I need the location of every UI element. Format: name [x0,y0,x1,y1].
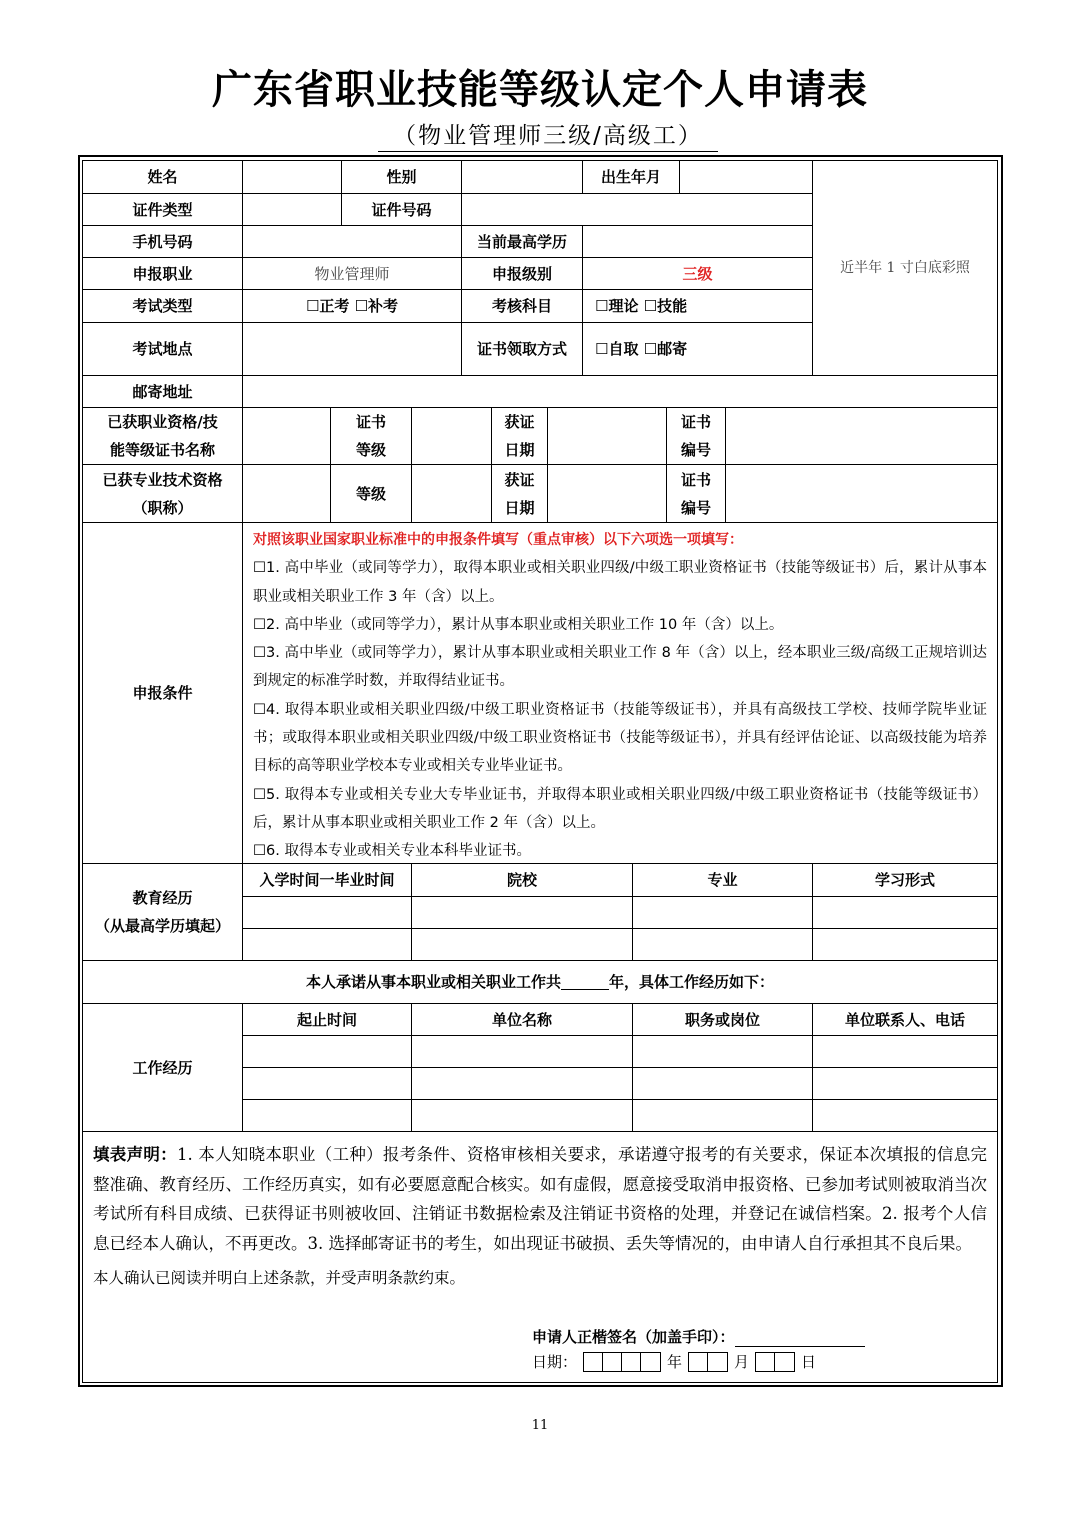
conditions-list [242,522,998,864]
signature-label: 申请人正楷签名（加盖手印）： [532,1328,735,1346]
edu-cell[interactable] [242,896,412,929]
input-cert-no[interactable] [725,407,998,465]
label-education-history-line2: （从最高学历填起） [94,917,230,935]
label-get-date-line1: 获证 [504,413,535,431]
label-education-history-line1: 教育经历 [132,889,193,907]
condition-item-2[interactable]: ☐2. 高中毕业（或同等学力），累计从事本职业或相关职业工作 10 年（含）以上。 [253,616,784,633]
label-exam-place: 考试地点 [82,322,243,376]
cert-method-checkboxes[interactable]: ☐自取 ☐邮寄 [582,322,813,376]
work-cell[interactable] [632,1099,813,1132]
work-col-period: 起止时间 [242,1003,412,1036]
form-subtitle: （物业管理师三级/高级工） [378,117,718,152]
edu-cell[interactable] [632,928,813,961]
subject-checkboxes[interactable]: ☐理论 ☐技能 [582,289,813,323]
label-subject: 考核科目 [461,289,583,323]
value-occupation: 物业管理师 [242,257,462,290]
work-commit-before: 本人承诺从事本职业或相关职业工作共 [305,973,561,991]
year-label: 年 [667,1353,683,1371]
label-pro-title-line2: （职称） [132,498,193,517]
input-get-date[interactable] [547,407,667,465]
day-label: 日 [801,1353,817,1371]
label-pro-get-date-line2: 日期 [504,498,535,517]
edu-cell[interactable] [812,896,998,929]
label-exam-type: 考试类型 [82,289,243,323]
label-pro-title-line1: 已获专业技术资格 [102,470,223,489]
label-cert-level-line2: 等级 [355,441,386,459]
input-pro-title[interactable] [242,464,331,523]
work-cell[interactable] [812,1035,998,1068]
day-boxes[interactable] [755,1352,795,1372]
label-birth: 出生年月 [582,160,680,194]
label-cert-method: 证书领取方式 [461,322,583,376]
work-cell[interactable] [812,1099,998,1132]
edu-cell[interactable] [632,896,813,929]
date-row [532,1351,816,1372]
label-mail-addr: 邮寄地址 [82,375,243,408]
input-phone[interactable] [242,225,462,258]
input-pro-get-date[interactable] [547,464,667,523]
label-cert-no-line1: 证书 [680,413,711,431]
work-cell[interactable] [411,1067,633,1100]
label-id-no: 证件号码 [341,193,462,226]
label-education-history [82,863,243,961]
label-phone: 手机号码 [82,225,243,258]
declaration-body: 1. 本人知晓本职业（工种）报考条件、资格审核相关要求，承诺遵守报考的有关要求，保证本次填报的信息完整准确、教育经历、工作经历真实，如有必要愿意配合核实。如有虚假，愿意接受取消申报资格、已参加考试则被取消当次考试所有科目成绩、已获得证书则被收回、注销证书数据检索及注销证书资格的处理，并登记在诚信档案。2. 报考个人信息已经本人确认，不再更改。3. 选择邮寄证书的考生，如出现证书破损、丢失等情况的，由申请人自行承担其不良后果。 [93,1145,987,1253]
label-qual-cert [82,407,243,465]
declaration-confirm: 本人确认已阅读并明白上述条款，并受声明条款约束。 [93,1269,466,1287]
work-cell[interactable] [242,1099,412,1132]
edu-cell[interactable] [242,928,412,961]
condition-item-6[interactable]: ☐6. 取得本专业或相关专业本科毕业证书。 [253,843,531,860]
input-education[interactable] [582,225,813,258]
input-pro-cert-no[interactable] [725,464,998,523]
work-commit-after: 年，具体工作经历如下： [609,973,775,991]
label-level: 申报级别 [461,257,583,290]
label-cert-level [330,407,412,465]
condition-item-4[interactable]: ☐4. 取得本职业或相关职业四级/中级工职业资格证书（技能等级证书），并具有高级技工学校、技师学院毕业证书；或取得本职业或相关职业四级/中级工职业资格证书（技能等级证书），并具有经评估论证、以高级技能为培养目标的高等职业学校本专业或相关专业毕业证书。 [253,701,987,775]
form-title: 广东省职业技能等级认定个人申请表 [212,67,868,113]
label-pro-cert-no-line2: 编号 [680,498,711,517]
label-name: 姓名 [82,160,243,194]
work-cell[interactable] [411,1035,633,1068]
declaration-text [93,1140,987,1258]
input-exam-place[interactable] [242,322,462,376]
signature-line[interactable] [735,1329,865,1347]
condition-item-5[interactable]: ☐5. 取得本专业或相关专业大专毕业证书，并取得本职业或相关职业四级/中级工职业资格证书（技能等级证书）后，累计从事本职业或相关职业工作 2 年（含）以上。 [253,786,987,831]
label-get-date-line2: 日期 [504,441,535,459]
work-col-contact: 单位联系人、电话 [812,1003,998,1036]
edu-cell[interactable] [812,928,998,961]
signature-row [532,1326,865,1347]
photo-box[interactable]: 近半年 1 寸白底彩照 [812,160,998,376]
declaration-lead: 填表声明： [93,1145,177,1164]
input-birth[interactable] [679,160,813,194]
input-gender[interactable] [461,160,583,194]
label-pro-title [82,464,243,523]
year-boxes[interactable] [583,1352,661,1372]
exam-type-checkboxes[interactable]: ☐正考 ☐补考 [242,289,462,323]
label-qual-cert-line2: 能等级证书名称 [109,441,215,459]
work-cell[interactable] [411,1099,633,1132]
work-cell[interactable] [632,1067,813,1100]
input-qual-cert[interactable] [242,407,331,465]
conditions-heading: 对照该职业国家职业标准中的申报条件填写（重点审核）以下六项选一项填写： [253,532,743,548]
value-level: 三级 [582,257,813,290]
label-id-type: 证件类型 [82,193,243,226]
label-conditions: 申报条件 [82,522,243,864]
work-commitment [82,960,998,1004]
label-occupation: 申报职业 [82,257,243,290]
edu-cell[interactable] [411,896,633,929]
label-pro-cert-no-line1: 证书 [680,470,711,489]
work-cell[interactable] [242,1067,412,1100]
condition-item-1[interactable]: ☐1. 高中毕业（或同等学力），取得本职业或相关职业四级/中级工职业资格证书（技能等级证书）后，累计从事本职业或相关职业工作 3 年（含）以上。 [253,560,987,605]
label-pro-cert-no [666,464,726,523]
label-grade: 等级 [330,464,412,523]
label-pro-get-date [491,464,548,523]
label-qual-cert-line1: 已获职业资格/技 [107,413,218,431]
work-col-position: 职务或岗位 [632,1003,813,1036]
edu-col-form: 学习形式 [812,863,998,897]
input-cert-level[interactable] [411,407,492,465]
label-education: 当前最高学历 [461,225,583,258]
label-cert-level-line1: 证书 [355,413,386,431]
page-number: 11 [531,1418,549,1433]
edu-cell[interactable] [411,928,633,961]
label-pro-get-date-line1: 获证 [504,470,535,489]
work-years-blank[interactable] [561,974,609,990]
input-grade[interactable] [411,464,492,523]
label-cert-no-line2: 编号 [680,441,711,459]
work-cell[interactable] [242,1035,412,1068]
edu-col-period: 入学时间一毕业时间 [242,863,412,897]
label-work-history: 工作经历 [82,1003,243,1132]
condition-item-3[interactable]: ☐3. 高中毕业（或同等学力），累计从事本职业或相关职业工作 8 年（含）以上，经本职业三级/高级工正规培训达到规定的标准学时数，并取得结业证书。 [253,645,987,690]
month-boxes[interactable] [688,1352,728,1372]
label-gender: 性别 [341,160,462,194]
work-cell[interactable] [632,1035,813,1068]
label-get-date [491,407,548,465]
month-label: 月 [734,1353,750,1371]
edu-col-major: 专业 [632,863,813,897]
input-mail-addr[interactable] [242,375,998,408]
label-cert-no [666,407,726,465]
input-id-type[interactable] [242,193,342,226]
work-cell[interactable] [812,1067,998,1100]
edu-col-school: 院校 [411,863,633,897]
work-col-company: 单位名称 [411,1003,633,1036]
input-name[interactable] [242,160,342,194]
date-label: 日期： [532,1353,578,1371]
input-id-no[interactable] [461,193,813,226]
